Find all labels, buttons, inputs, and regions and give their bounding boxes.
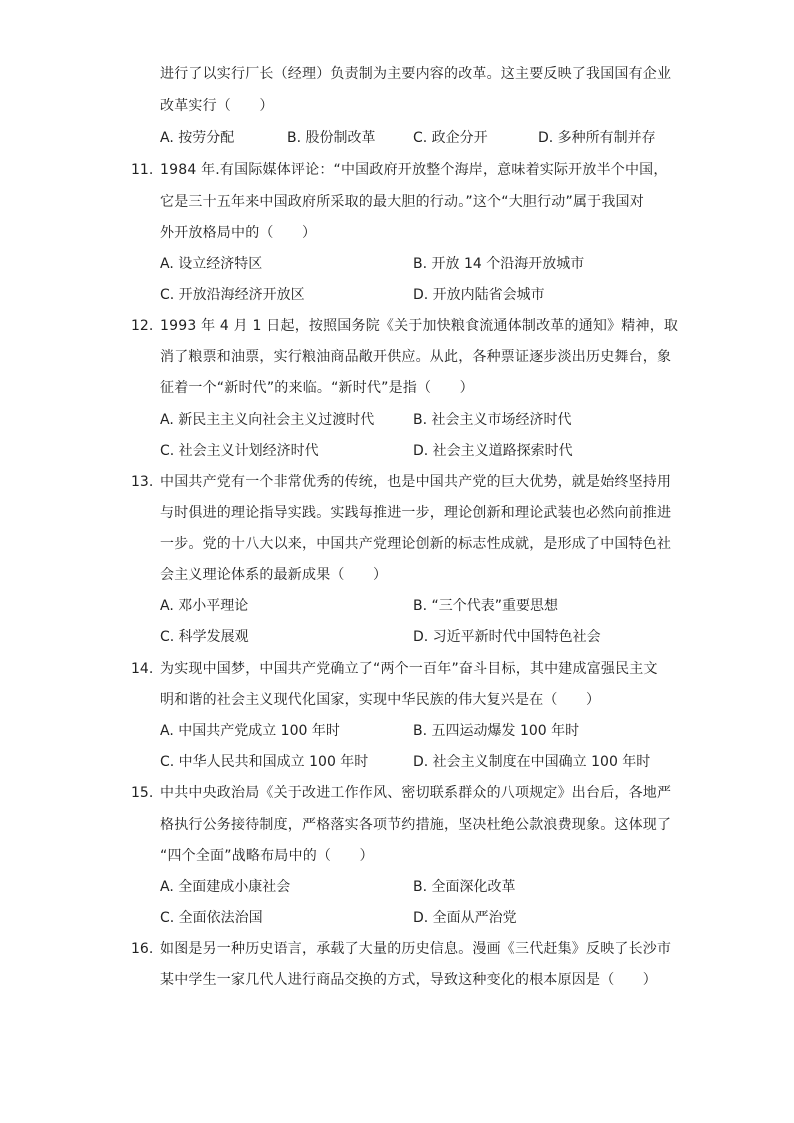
- option-d: D. 习近平新时代中国特色社会: [413, 629, 601, 645]
- question-number: 15.: [131, 785, 154, 801]
- question-text-line: 与时俱进的理论指导实践。实践每推进一步，理论创新和理论武装也必然向前推进: [160, 505, 672, 521]
- question-text-line: 消了粮票和油票，实行粮油商品敞开供应。从此，各种票证逐步淡出历史舞台，象: [160, 349, 672, 365]
- option-a: A. 邓小平理论: [160, 598, 249, 614]
- question-number: 11.: [131, 162, 154, 178]
- question-text-line: 中共中央政治局《关于改进工作作风、密切联系群众的八项规定》出台后，各地严: [160, 785, 672, 801]
- option-d: D. 开放内陆省会城市: [413, 287, 545, 303]
- option-a: A. 按劳分配: [160, 130, 235, 146]
- question-number: 16.: [131, 941, 154, 957]
- question-text-line: 某中学生一家几代人进行商品交换的方式，导致这种变化的根本原因是（ ）: [160, 972, 657, 988]
- option-c: C. 社会主义计划经济时代: [160, 443, 319, 459]
- option-b: B. 五四运动爆发 100 年时: [413, 723, 580, 739]
- question-text-line: 改革实行（ ）: [160, 98, 274, 114]
- question-text-line: 外开放格局中的（ ）: [160, 225, 317, 241]
- question-text-line: 中国共产党有一个非常优秀的传统，也是中国共产党的巨大优势，就是始终坚持用: [160, 474, 672, 490]
- question-text-line: 一步。党的十八大以来，中国共产党理论创新的标志性成就，是形成了中国特色社: [160, 536, 672, 552]
- option-b: B. 股份制改革: [287, 130, 376, 146]
- question-text-line: 会主义理论体系的最新成果（ ）: [160, 567, 388, 583]
- question-text-line: 明和谐的社会主义现代化国家，实现中华民族的伟大复兴是在（ ）: [160, 692, 601, 708]
- question-text-line: “四个全面”战略布局中的（ ）: [160, 848, 374, 864]
- option-c: C. 政企分开: [413, 130, 488, 146]
- question-text-line: 征着一个“新时代”的来临。“新时代”是指（ ）: [160, 380, 474, 396]
- option-a: A. 中国共产党成立 100 年时: [160, 723, 340, 739]
- option-a: A. 新民主主义向社会主义过渡时代: [160, 412, 375, 428]
- option-c: C. 开放沿海经济开放区: [160, 287, 305, 303]
- option-a: A. 全面建成小康社会: [160, 879, 291, 895]
- question-number: 12.: [131, 318, 154, 334]
- question-text-line: 它是三十五年来中国政府所采取的最大胆的行动。”这个“大胆行动”属于我国对: [160, 194, 644, 210]
- option-d: D. 社会主义制度在中国确立 100 年时: [413, 754, 651, 770]
- option-d: D. 全面从严治党: [413, 910, 517, 926]
- option-b: B. 社会主义市场经济时代: [413, 412, 572, 428]
- question-number: 13.: [131, 474, 154, 490]
- option-d: D. 社会主义道路探索时代: [413, 443, 573, 459]
- option-b: B. 全面深化改革: [413, 879, 516, 895]
- question-text-line: 1993 年 4 月 1 日起，按照国务院《关于加快粮食流通体制改革的通知》精神，取: [160, 318, 679, 334]
- option-c: C. 全面依法治国: [160, 910, 263, 926]
- question-number: 14.: [131, 661, 154, 677]
- question-text-line: 为实现中国梦，中国共产党确立了“两个一百年”奋斗目标，其中建成富强民主文: [160, 661, 658, 677]
- option-d: D. 多种所有制并存: [538, 130, 656, 146]
- question-text-line: 进行了以实行厂长（经理）负责制为主要内容的改革。这主要反映了我国国有企业: [160, 66, 672, 82]
- option-c: C. 中华人民共和国成立 100 年时: [160, 754, 369, 770]
- option-b: B. “三个代表”重要思想: [413, 598, 559, 614]
- question-text-line: 格执行公务接待制度，严格落实各项节约措施，坚决杜绝公款浪费现象。这体现了: [160, 817, 672, 833]
- question-text-line: 如图是另一种历史语言，承载了大量的历史信息。漫画《三代赶集》反映了长沙市: [160, 941, 672, 957]
- option-a: A. 设立经济特区: [160, 256, 263, 272]
- option-b: B. 开放 14 个沿海开放城市: [413, 256, 585, 272]
- question-text-line: 1984 年.有国际媒体评论：“中国政府开放整个海岸，意味着实际开放半个中国，: [160, 162, 668, 178]
- option-c: C. 科学发展观: [160, 629, 249, 645]
